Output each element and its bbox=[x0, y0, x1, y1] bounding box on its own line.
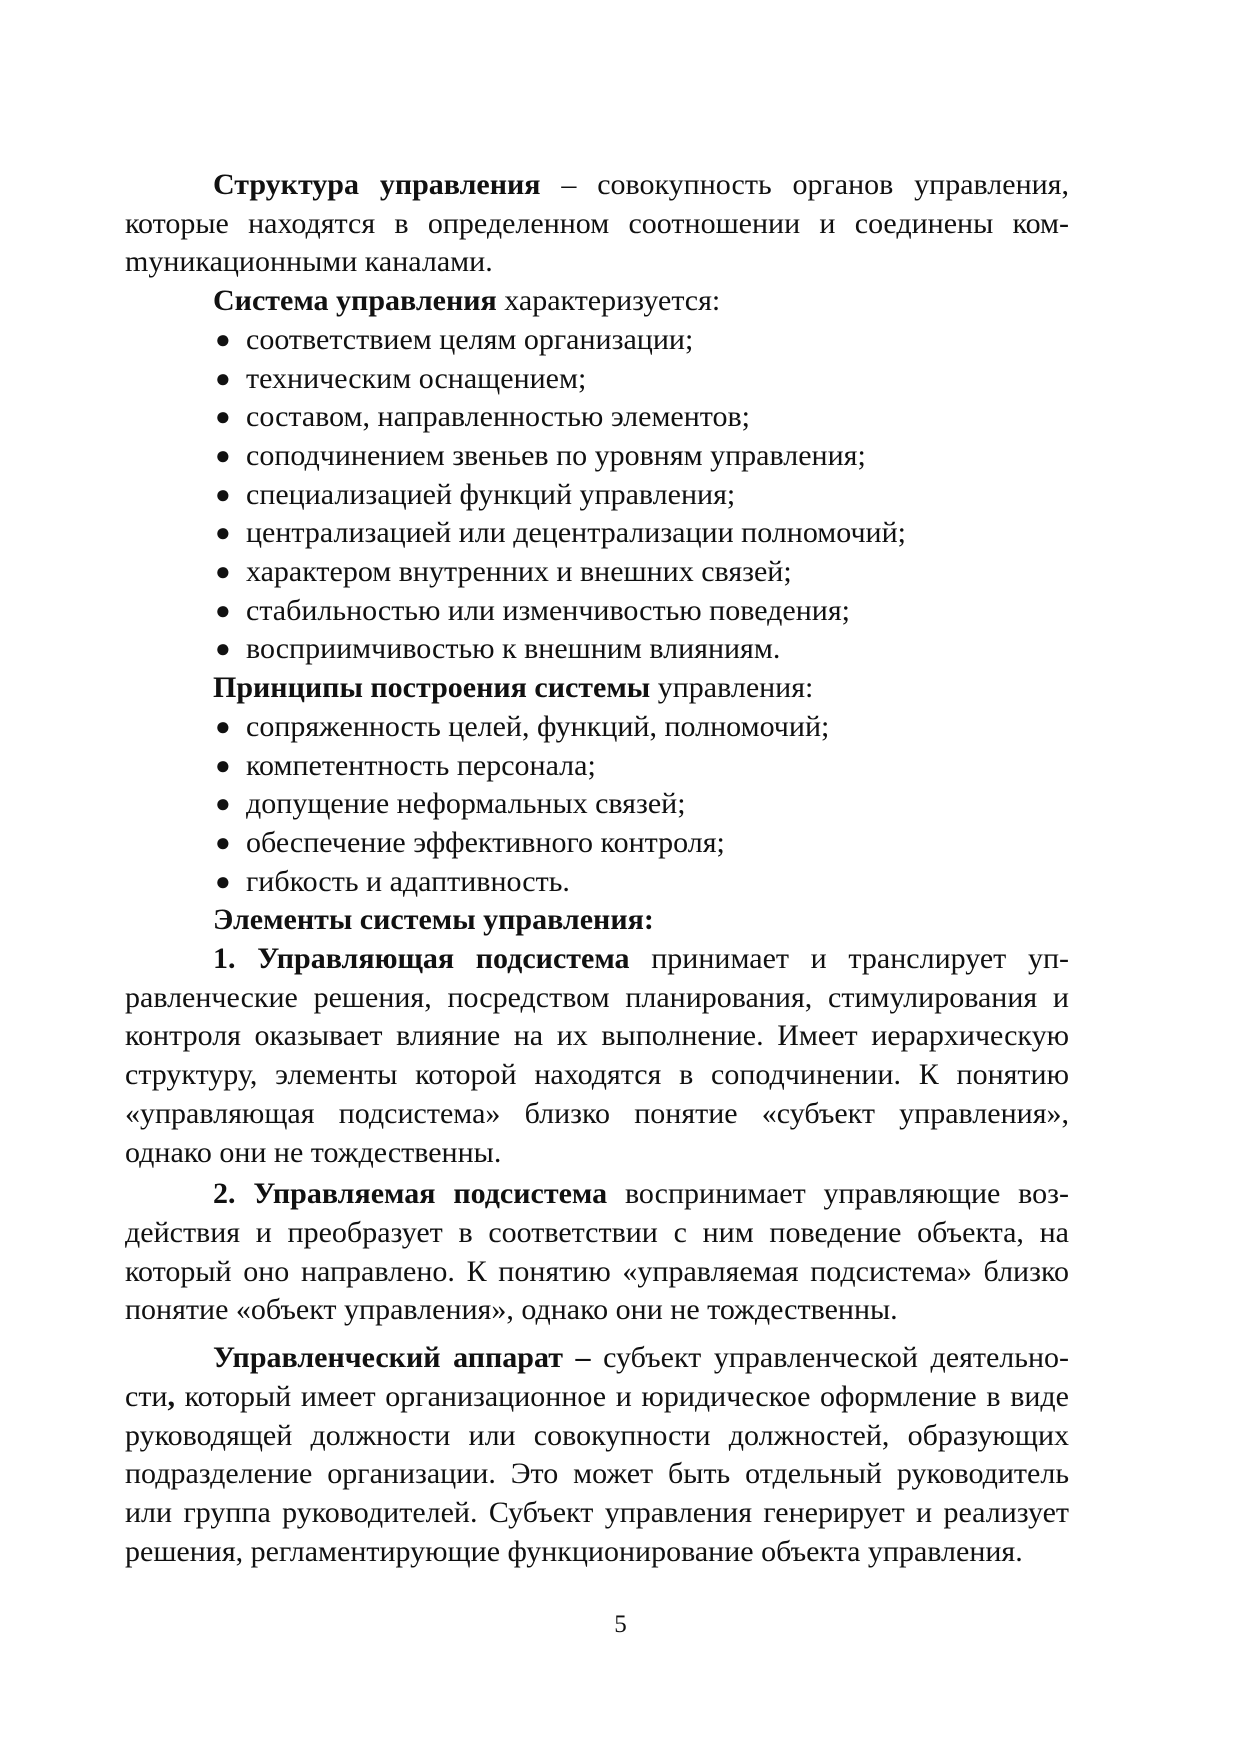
term-system-elements: Элементы системы управления: bbox=[213, 903, 654, 937]
list-item bbox=[213, 437, 1069, 476]
list-item bbox=[213, 824, 1069, 863]
bullet-icon: ● bbox=[215, 324, 231, 354]
system-characteristics-list bbox=[125, 321, 1069, 669]
bullet-icon: ● bbox=[215, 402, 231, 432]
list-item-text: соподчинением звеньев по уровням управления; bbox=[246, 438, 866, 472]
page-number: 5 bbox=[614, 1611, 627, 1638]
list-item-text: компетентность персонала; bbox=[246, 748, 596, 782]
intro-management-system: характеризуется: bbox=[496, 284, 721, 318]
definition-management-apparatus-b: который имеет организационное и юридическое оформление в виде руководящей должности или совокупности должностей, образующих подразделение организации. Это может быть отдельный руководитель или группа руководителей. Субъект управления генерирует и реализует решения, регламентирующие функционирование объекта управления. bbox=[125, 1379, 1069, 1568]
list-item bbox=[213, 398, 1069, 437]
list-item bbox=[213, 863, 1069, 902]
list-item-text: гибкость и адаптивность. bbox=[246, 864, 570, 898]
list-item bbox=[213, 747, 1069, 786]
definition-managed-subsystem: воспринимает управляющие воздействия и преобразует в соответствии с ним поведение объекта, на который оно направлено. К понятию «управляемая подсистема» близко понятие «объект управления», однако они не тождественны. bbox=[125, 1177, 1069, 1327]
list-item bbox=[213, 360, 1069, 399]
bullet-icon: ● bbox=[215, 750, 231, 780]
bullet-icon: ● bbox=[215, 866, 231, 896]
bullet-icon: ● bbox=[215, 440, 231, 470]
list-item-text: техническим оснащением; bbox=[246, 361, 587, 395]
term-management-apparatus: Управленческий аппарат – bbox=[213, 1341, 591, 1375]
bullet-icon: ● bbox=[215, 711, 231, 741]
list-item bbox=[213, 476, 1069, 515]
bullet-icon: ● bbox=[215, 789, 231, 819]
list-item-text: соответствием целям организации; bbox=[246, 322, 694, 356]
bullet-icon: ● bbox=[215, 595, 231, 625]
list-item-text: централизацией или децентрализации полномочий; bbox=[246, 516, 906, 550]
list-item bbox=[213, 708, 1069, 747]
list-item-text: специализацией функций управления; bbox=[246, 477, 736, 511]
list-item-text: восприимчивостью к внешним влияниям. bbox=[246, 632, 781, 666]
definition-management-apparatus-comma: , bbox=[167, 1379, 175, 1413]
bullet-icon: ● bbox=[215, 479, 231, 509]
term-management-system: Система управления bbox=[213, 284, 497, 318]
list-item-text: стабильностью или изменчивостью поведения; bbox=[246, 593, 850, 627]
definition-management-apparatus-a: субъект управленческой деятельности bbox=[125, 1341, 1069, 1413]
list-item bbox=[213, 321, 1069, 360]
intro-principles: управления: bbox=[650, 671, 814, 705]
list-item-text: обеспечение эффективного контроля; bbox=[246, 825, 725, 859]
bullet-icon: ● bbox=[215, 827, 231, 857]
paragraph-management-apparatus bbox=[125, 1339, 1069, 1571]
list-item-text: характером внутренних и внешних связей; bbox=[246, 555, 792, 589]
bullet-icon: ● bbox=[215, 557, 231, 587]
principles-list bbox=[125, 708, 1069, 902]
page-body bbox=[125, 166, 1069, 1571]
list-item bbox=[213, 592, 1069, 631]
list-item bbox=[213, 785, 1069, 824]
definition-managing-subsystem: принимает и транслирует управленческие решения, посредством планирования, стимулирования и контроля оказывает влияние на их выполнение. Имеет иерархическую структуру, элементы которой находятся в соподчинении. К понятию «управляющая подсистема» близко понятие «субъект управления», однако они не тождественны. bbox=[125, 942, 1070, 1169]
paragraph-management-system bbox=[125, 282, 1069, 321]
list-item bbox=[213, 630, 1069, 669]
paragraph-management-structure bbox=[125, 166, 1069, 282]
bullet-icon: ● bbox=[215, 634, 231, 664]
definition-management-structure: – совокупность органов управления, которые находятся в определенном соотношении и соединены комmуникационными каналами. bbox=[125, 168, 1069, 279]
paragraph-managed-subsystem bbox=[125, 1175, 1069, 1330]
term-managed-subsystem: 2. Управляемая подсистема bbox=[213, 1177, 608, 1211]
bullet-icon: ● bbox=[215, 518, 231, 548]
term-principles: Принципы построения системы bbox=[213, 671, 651, 705]
list-item-text: составом, направленностью элементов; bbox=[246, 400, 751, 434]
list-item bbox=[213, 553, 1069, 592]
list-item bbox=[213, 514, 1069, 553]
term-management-structure: Структура управления bbox=[213, 168, 541, 201]
bullet-icon: ● bbox=[215, 363, 231, 393]
term-managing-subsystem: 1. Управляющая подсистема bbox=[213, 942, 630, 976]
paragraph-managing-subsystem bbox=[125, 940, 1069, 1172]
list-item-text: сопряженность целей, функций, полномочий; bbox=[246, 709, 830, 743]
list-item-text: допущение неформальных связей; bbox=[246, 787, 686, 821]
heading-system-elements bbox=[125, 901, 1069, 940]
paragraph-principles bbox=[125, 669, 1069, 708]
